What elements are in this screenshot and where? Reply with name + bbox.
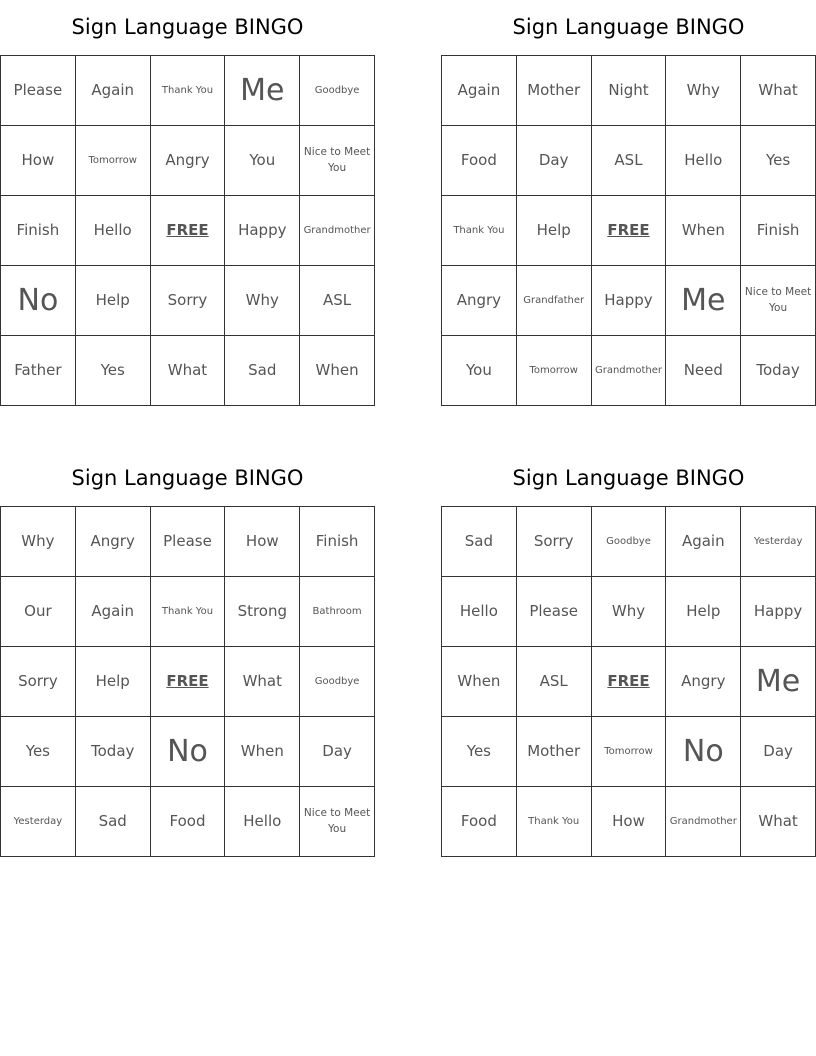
bingo-cell: Mother: [517, 717, 592, 787]
bingo-cell: Day: [741, 717, 816, 787]
bingo-cell: Angry: [442, 266, 517, 336]
bingo-cell: Yes: [741, 126, 816, 196]
bingo-cell: Sorry: [151, 266, 226, 336]
bingo-cell: Thank You: [151, 577, 226, 647]
bingo-cell: When: [300, 336, 375, 406]
bingo-cell: Sorry: [1, 647, 76, 717]
bingo-cell: How: [1, 126, 76, 196]
bingo-cell: Goodbye: [300, 647, 375, 717]
bingo-cell: Strong: [225, 577, 300, 647]
bingo-cell: Grandfather: [517, 266, 592, 336]
bingo-cell: What: [225, 647, 300, 717]
bingo-card-2: [441, 0, 816, 406]
bingo-cell: Thank You: [151, 56, 226, 126]
bingo-cell: Finish: [300, 507, 375, 577]
bingo-cell: Please: [151, 507, 226, 577]
bingo-cell: Hello: [666, 126, 741, 196]
card-title: Sign Language BINGO: [512, 15, 745, 39]
free-space-cell: FREE: [592, 196, 667, 266]
bingo-cell: Yes: [76, 336, 151, 406]
bingo-cell: Sorry: [517, 507, 592, 577]
bingo-cell: Tomorrow: [592, 717, 667, 787]
bingo-cell: Angry: [151, 126, 226, 196]
bingo-cell: Why: [225, 266, 300, 336]
bingo-cell: Why: [592, 577, 667, 647]
bingo-cell: Yesterday: [741, 507, 816, 577]
card-title: Sign Language BINGO: [71, 15, 304, 39]
bingo-cell: No: [1, 266, 76, 336]
bingo-cell: Goodbye: [300, 56, 375, 126]
bingo-cell: Hello: [225, 787, 300, 857]
bingo-cell: Yes: [442, 717, 517, 787]
bingo-cell: You: [225, 126, 300, 196]
bingo-cell: Why: [1, 507, 76, 577]
bingo-cell: Angry: [666, 647, 741, 717]
bingo-cell: Thank You: [442, 196, 517, 266]
bingo-cell: Again: [76, 56, 151, 126]
free-space-cell: FREE: [151, 196, 226, 266]
bingo-cell: Food: [442, 126, 517, 196]
bingo-cell: Help: [76, 647, 151, 717]
bingo-grid: [0, 506, 375, 857]
bingo-cell: Day: [300, 717, 375, 787]
bingo-cell: Hello: [442, 577, 517, 647]
bingo-cell: Happy: [592, 266, 667, 336]
bingo-cell: Sad: [225, 336, 300, 406]
bingo-cell: Day: [517, 126, 592, 196]
bingo-card-3: [0, 451, 375, 857]
bingo-cell: Grandmother: [592, 336, 667, 406]
bingo-cell: Please: [1, 56, 76, 126]
bingo-grid: [0, 55, 375, 406]
bingo-cell: Yesterday: [1, 787, 76, 857]
card-title: Sign Language BINGO: [512, 466, 745, 490]
bingo-cell: Thank You: [517, 787, 592, 857]
bingo-cell: Mother: [517, 56, 592, 126]
bingo-cell: How: [225, 507, 300, 577]
bingo-cell: Hello: [76, 196, 151, 266]
bingo-card-4: [441, 451, 816, 857]
bingo-cell: Finish: [741, 196, 816, 266]
bingo-cell: When: [442, 647, 517, 717]
bingo-cell: Me: [666, 266, 741, 336]
bingo-cell: Grandmother: [300, 196, 375, 266]
bingo-cell: Tomorrow: [76, 126, 151, 196]
bingo-cell: No: [151, 717, 226, 787]
bingo-cell: Grandmother: [666, 787, 741, 857]
bingo-cell: You: [442, 336, 517, 406]
bingo-cell: Nice to Meet You: [741, 266, 816, 336]
free-space-cell: FREE: [151, 647, 226, 717]
bingo-cell: Again: [666, 507, 741, 577]
bingo-cell: Finish: [1, 196, 76, 266]
free-space-cell: FREE: [592, 647, 667, 717]
card-title: Sign Language BINGO: [71, 466, 304, 490]
bingo-cell: How: [592, 787, 667, 857]
bingo-cell: What: [741, 787, 816, 857]
bingo-cell: When: [666, 196, 741, 266]
bingo-cell: Happy: [741, 577, 816, 647]
bingo-cell: Goodbye: [592, 507, 667, 577]
bingo-cell: What: [151, 336, 226, 406]
bingo-cell: Me: [741, 647, 816, 717]
bingo-cell: Sad: [76, 787, 151, 857]
bingo-cell: Nice to Meet You: [300, 787, 375, 857]
bingo-cell: Food: [151, 787, 226, 857]
bingo-cell: What: [741, 56, 816, 126]
bingo-cell: No: [666, 717, 741, 787]
bingo-cell: Bathroom: [300, 577, 375, 647]
bingo-cell: Today: [76, 717, 151, 787]
bingo-cell: Again: [442, 56, 517, 126]
bingo-cell: Why: [666, 56, 741, 126]
bingo-cell: Food: [442, 787, 517, 857]
bingo-grid: [441, 506, 816, 857]
bingo-cell: Our: [1, 577, 76, 647]
bingo-cell: Yes: [1, 717, 76, 787]
bingo-cell: Help: [666, 577, 741, 647]
bingo-cell: ASL: [517, 647, 592, 717]
bingo-cell: Need: [666, 336, 741, 406]
bingo-cell: ASL: [592, 126, 667, 196]
bingo-cell: Sad: [442, 507, 517, 577]
bingo-cell: When: [225, 717, 300, 787]
bingo-cell: Again: [76, 577, 151, 647]
bingo-cell: Please: [517, 577, 592, 647]
bingo-cell: Help: [76, 266, 151, 336]
bingo-cell: Nice to Meet You: [300, 126, 375, 196]
bingo-cell: Night: [592, 56, 667, 126]
bingo-cell: Happy: [225, 196, 300, 266]
bingo-cell: ASL: [300, 266, 375, 336]
bingo-cell: Tomorrow: [517, 336, 592, 406]
bingo-cell: Father: [1, 336, 76, 406]
bingo-cell: Today: [741, 336, 816, 406]
bingo-cell: Me: [225, 56, 300, 126]
bingo-card-1: [0, 0, 375, 406]
bingo-grid: [441, 55, 816, 406]
bingo-cell: Angry: [76, 507, 151, 577]
bingo-cell: Help: [517, 196, 592, 266]
